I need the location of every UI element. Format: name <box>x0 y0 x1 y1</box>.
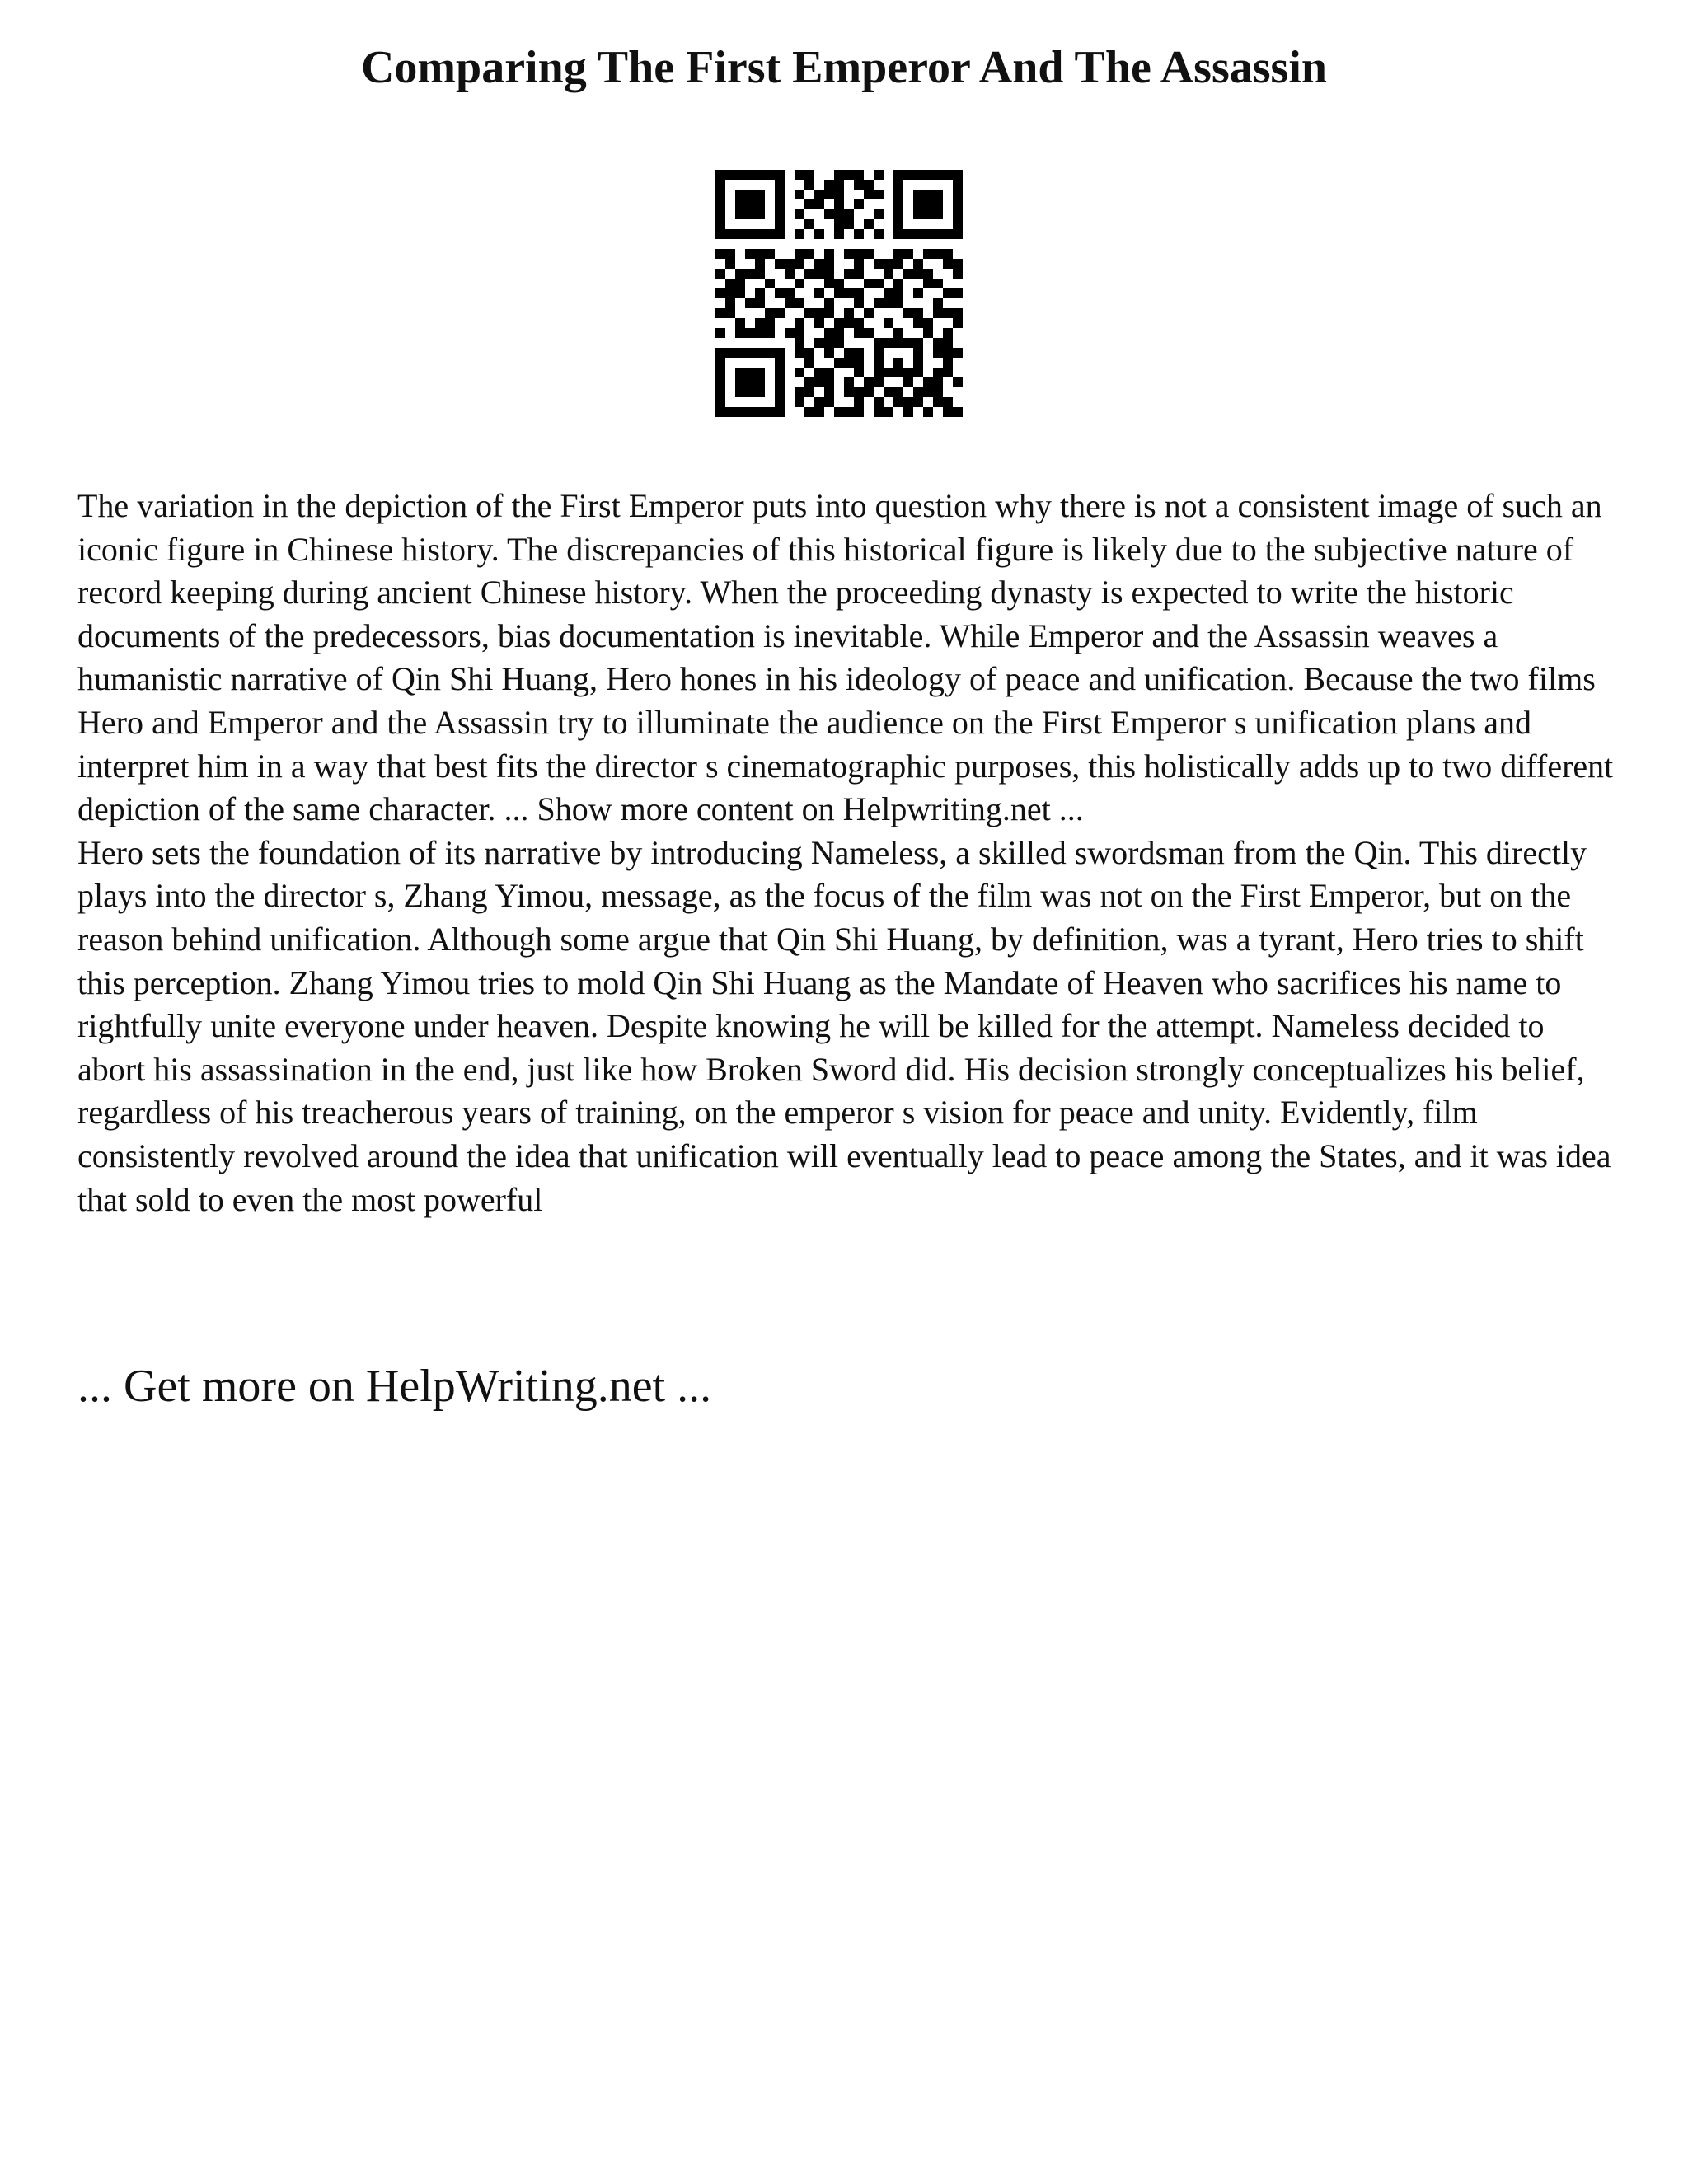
page-title: Comparing The First Emperor And The Assassin <box>360 42 1328 93</box>
qr-code-icon <box>715 170 963 417</box>
article-body <box>77 485 1619 1221</box>
paragraph-1: The variation in the depiction of the First Emperor puts into question why there is not a consistent image of such an iconic figure in Chinese history. The discrepancies of this historical figure is likely due to the subjective nature of record keeping during ancient Chinese history. When the proceeding dynasty is expected to write the historic documents of the predecessors, bias documentation is inevitable. While Emperor and the Assassin weaves a humanistic narrative of Qin Shi Huang, Hero hones in his ideology of peace and unification. Because the two films Hero and Emperor and the Assassin try to illuminate the audience on the First Emperor s unification plans and interpret him in a way that best fits the director s cinematographic purposes, this holistically adds up to two different depiction of the same character. ... Show more content on Helpwriting.net ... <box>77 487 1614 828</box>
get-more-link[interactable]: ... Get more on HelpWriting.net ... <box>77 1361 712 1412</box>
paragraph-2: Hero sets the foundation of its narrative by introducing Nameless, a skilled swordsman from the Qin. This directly plays into the director s, Zhang Yimou, message, as the focus of the film was not on the First Emperor, but on the reason behind unification. Although some argue that Qin Shi Huang, by definition, was a tyrant, Hero tries to shift this perception. Zhang Yimou tries to mold Qin Shi Huang as the Mandate of Heaven who sacrifices his name to rightfully unite everyone under heaven. Despite knowing he will be killed for the attempt. Nameless decided to abort his assassination in the end, just like how Broken Sword did. His decision strongly conceptualizes his belief, regardless of his treacherous years of training, on the emperor s vision for peace and unity. Evidently, film consistently revolved around the idea that unification will eventually lead to peace among the States, and it was idea that sold to even the most powerful <box>77 833 1611 1218</box>
